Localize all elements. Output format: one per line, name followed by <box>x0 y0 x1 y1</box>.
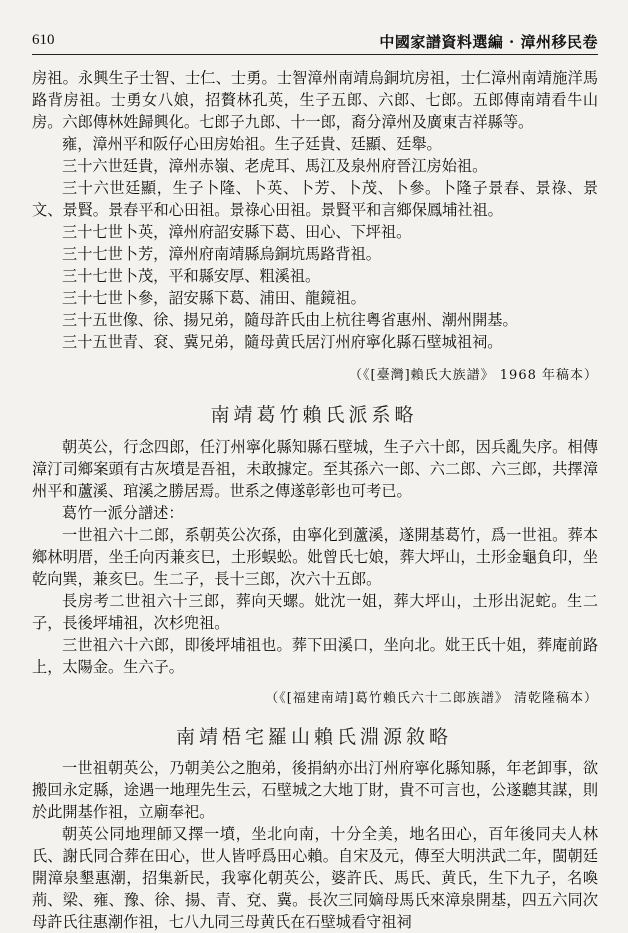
paragraph: 三十五世青、袞、冀兄弟，隨母黄氏居汀州府寧化縣石壁城祖祠。 <box>62 333 503 351</box>
paragraph: 三十七世卜芳，漳州府南靖縣烏銅坑馬路背祖。 <box>62 245 381 263</box>
paragraph: 三十七世卜參，詔安縣下葛、浦田、龍鏡祖。 <box>62 289 366 307</box>
paragraph: 一世祖朝英公，乃朝美公之胞弟，後捐納亦出汀州府寧化縣知縣，年老卸事，欲搬回永定縣，途遇一地理先生云，石壁城之大地丁財，貴不可言也，公遂聽其謀，則於此開基作祖，立廟奉祀。 <box>32 759 598 821</box>
section-title: 南靖梧宅羅山賴氏淵源敘略 <box>175 726 452 748</box>
source-citation: （《[臺灣]賴氏大族譜》 1968 年稿本） <box>349 368 598 383</box>
paragraph: 房祖。永興生子士智、士仁、士勇。士智漳州南靖烏銅坑房祖，士仁漳州南靖施洋馬路背房祖。士勇女八娘，招贅林孔英，生子五郎、六郎、七郎。五郎傳南靖看牛山房。六郎傳林姓歸興化。七郎子九郎、十一郎，裔分漳州及廣東吉祥縣等。 <box>32 69 598 131</box>
page-number: 610 <box>32 32 55 48</box>
paragraph: 三世祖六十六郎，即後坪埔祖也。葬下田溪口，坐向北。妣王氏十姐，葬庵前路上，太陽金。生六子。 <box>32 636 598 676</box>
paragraph: 三十五世像、徐、揚兄弟，隨母許氏由上杭往粵省惠州、潮州開基。 <box>62 311 518 329</box>
paragraph: 葛竹一派分譜述： <box>62 504 184 522</box>
paragraph: 一世祖六十二郎，系朝英公次孫，由寧化到蘆溪，遂開基葛竹，爲一世祖。葬本鄉林明厝，坐壬向丙兼亥巳，土形蜈蚣。妣曾氏七娘，葬大坪山，土形金龜負印，坐乾向巽，兼亥巳。生二子，長十三郎，次六十五郎。 <box>32 526 598 588</box>
paragraph: 三十七世卜英，漳州府詔安縣下葛、田心、下坪祖。 <box>62 223 412 241</box>
page-header <box>32 30 598 55</box>
source-citation: （《[福建南靖]葛竹賴氏六十二郎族譜》 清乾隆稿本） <box>265 691 598 706</box>
paragraph: 三十七世卜茂，平和縣安厚、粗溪祖。 <box>62 267 321 285</box>
paragraph: 雍，漳州平和阪仔心田房始祖。生子廷貴、廷顯、廷舉。 <box>62 135 442 153</box>
paragraph: 長房考二世祖六十三郎，葬向天螺。妣沈一姐，葬大坪山，土形出泥蛇。生二子，長後坪埔祖，次杉兜祖。 <box>32 592 598 632</box>
section-title: 南靖葛竹賴氏派系略 <box>210 404 418 426</box>
paragraph: 朝英公同地理師又擇一墳，坐北向南，十分全美，地名田心，百年後同夫人林氏、謝氏同合葬在田心，世人皆呼爲田心賴。自宋及元，傳至大明洪武二年，閩朝廷開漳泉墾惠潮，招集新民，我寧化朝英公，婆許氏、馬氏、黄氏，生下九子，名喚荊、梁、雍、豫、徐、揚、青、兗、冀。長次三同嫡母馬氏來漳泉開基，四五六同次母許氏往惠潮作祖，七八九同三母黄氏在石壁城看守祖祠 <box>32 825 598 931</box>
paragraph: 朝英公，行念四郎，任汀州寧化縣知縣石壁城，生子六十郎，因兵亂失序。相傳漳汀司鄉案頭有古灰墳是吾祖，未敢據定。至其孫六一郎、六二郎、六三郎，共擇漳州平和蘆溪、琯溪之勝居焉。世系之傳遂彰彰也可考已。 <box>32 438 598 500</box>
paragraph: 三十六世廷貴，漳州赤嶺、老虎耳、馬江及泉州府晉江房始祖。 <box>62 157 488 175</box>
running-title: 中國家譜資料選編 · 漳州移民卷 <box>379 33 598 51</box>
paragraph: 三十六世廷顯，生子卜隆、卜英、卜芳、卜茂、卜參。卜隆子景春、景祿、景文、景賢。景春平和心田祖。景祿心田祖。景賢平和言鄉保鳳埔社祖。 <box>32 179 598 219</box>
